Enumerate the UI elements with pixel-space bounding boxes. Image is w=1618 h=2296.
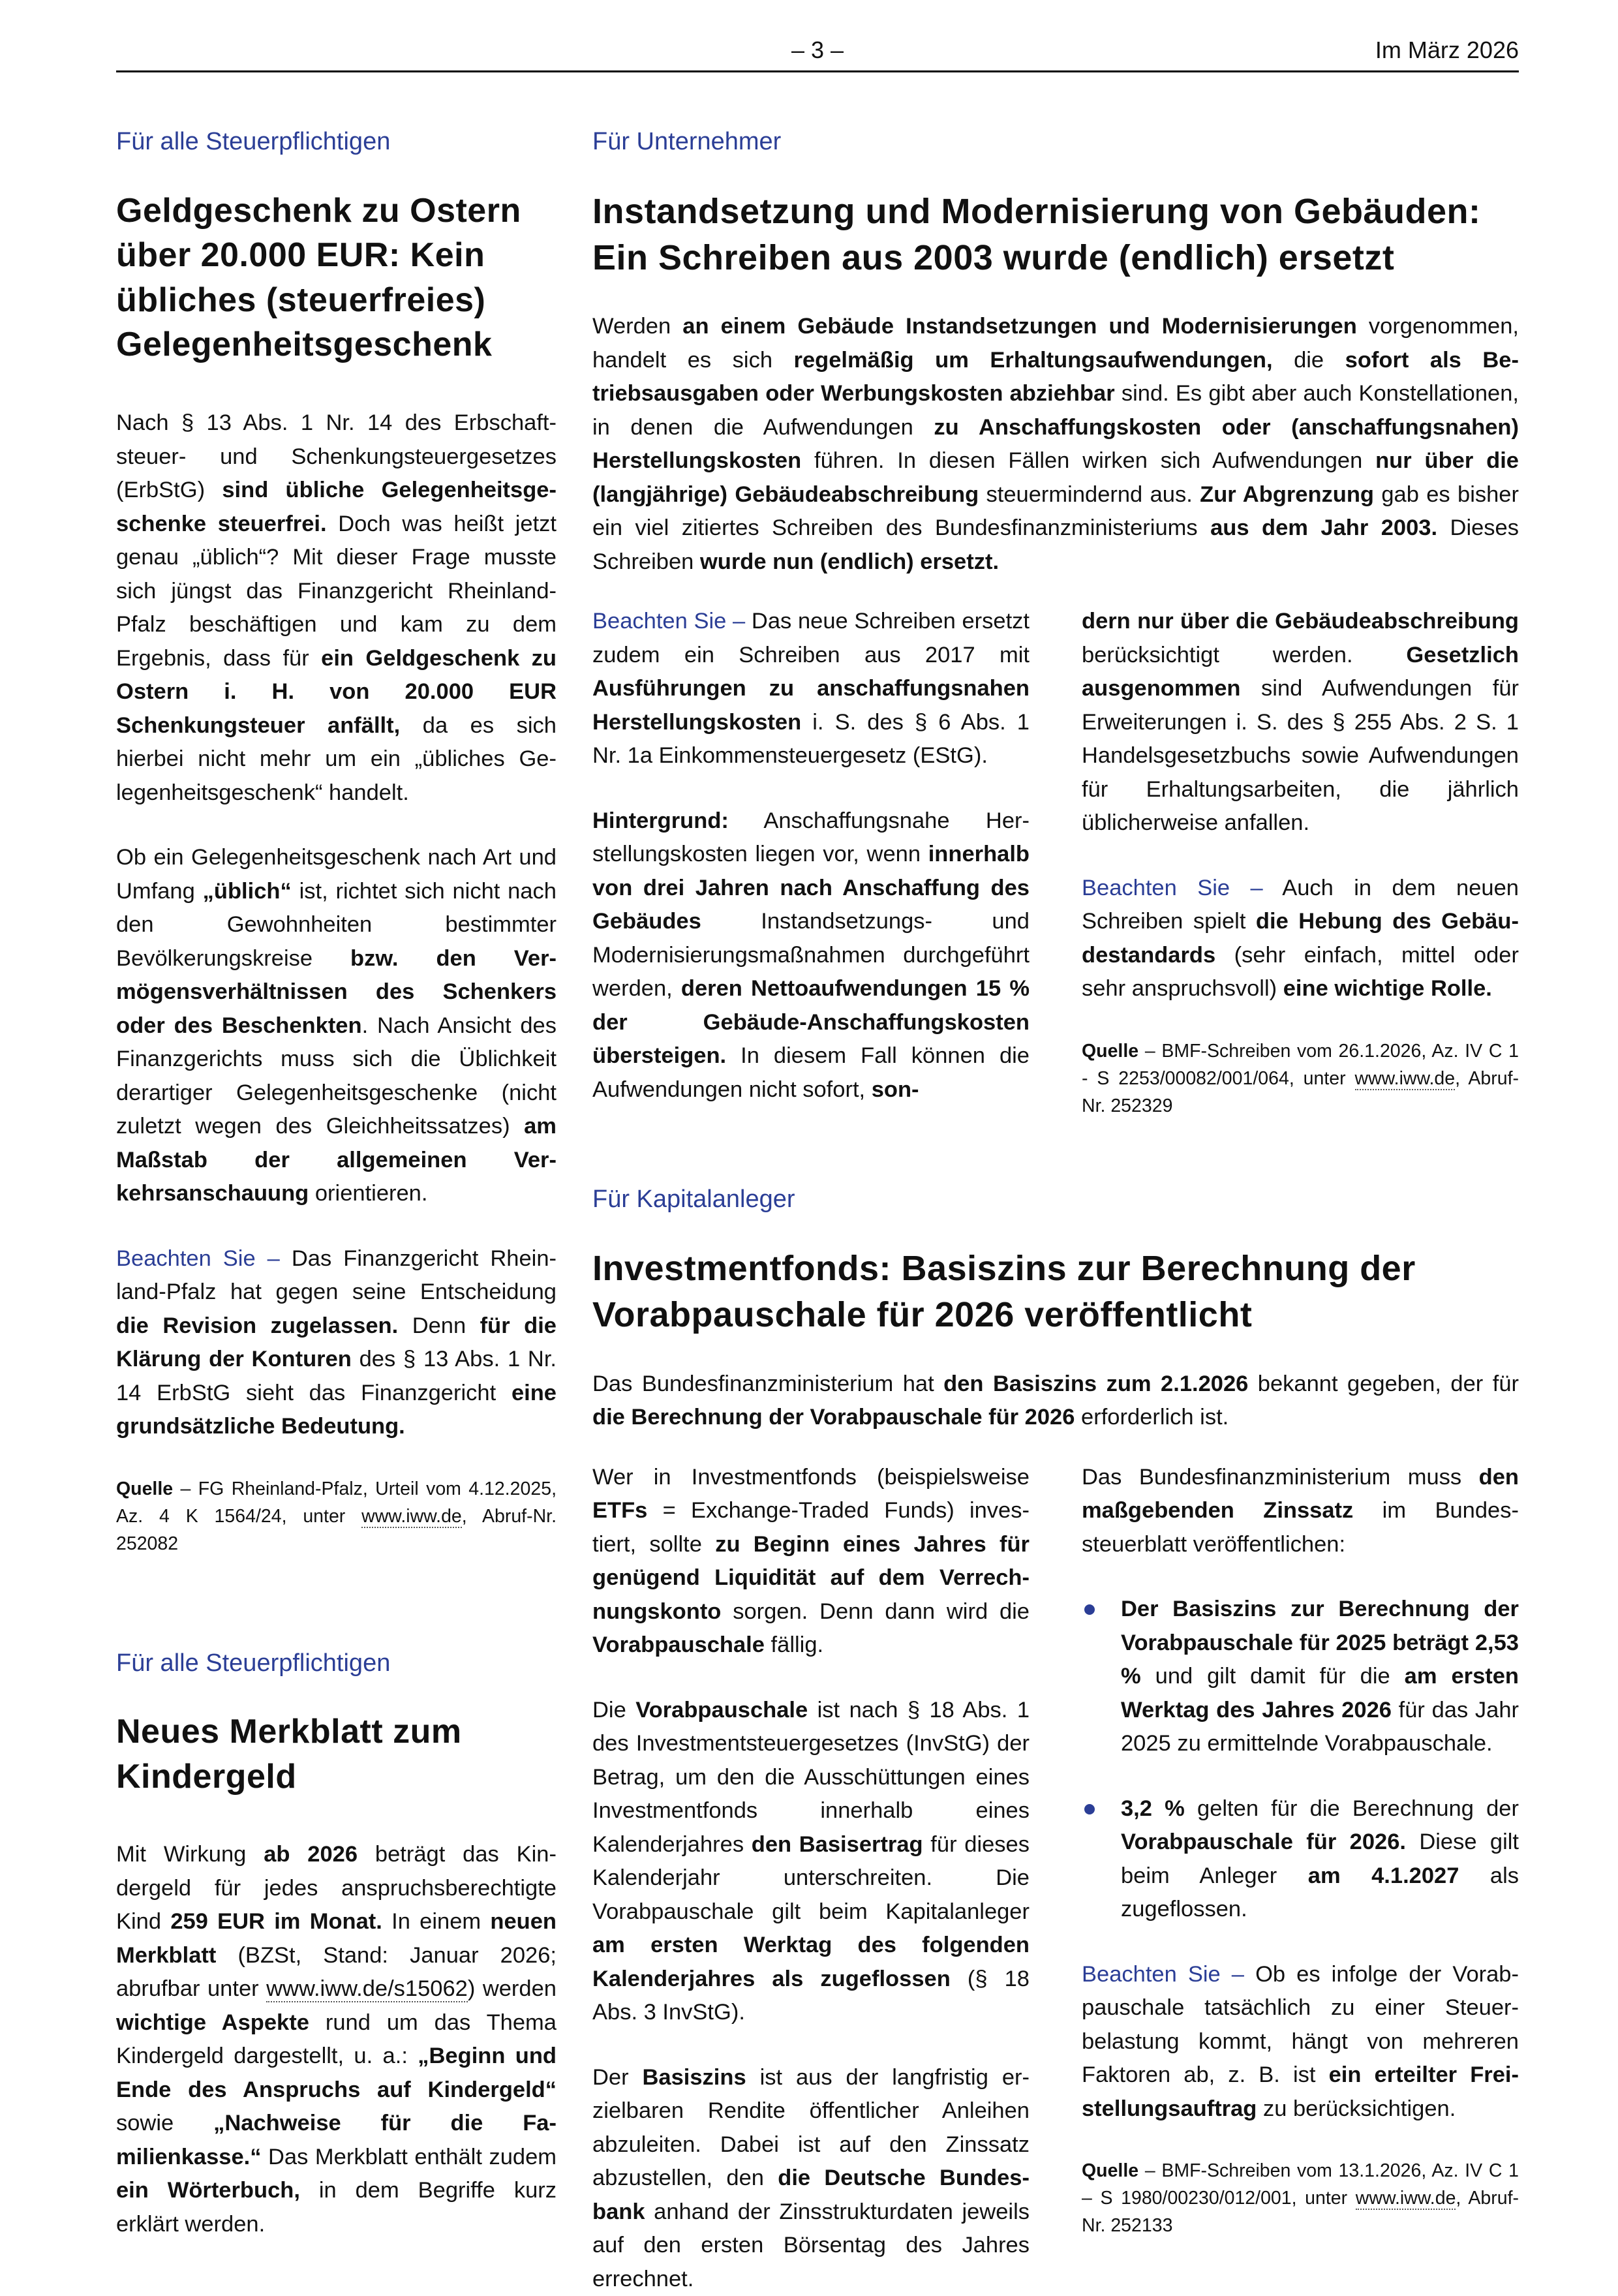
source-label: Quelle (1082, 2160, 1139, 2182)
note-label: Beachten Sie (1082, 1961, 1221, 1987)
note-paragraph: Beachten Sie – Das neue Schreiben ersetzt zudem ein Schreiben aus 2017 mit Ausführungen zu anschaffungsnahen Herstellungskosten i. S. des § 6 Abs. 1 Nr. 1a Einkommensteuergesetz (EStG). (592, 609, 1030, 769)
article-instandsetzung (592, 127, 1519, 1120)
article-kindergeld (116, 1649, 557, 2242)
sub-column-right (1082, 605, 1519, 1120)
article-paragraph: dern nur über die Gebäudeabschreibung berücksichtigt werden. Gesetzlich ausgenommen sind Aufwendungen für Erweiterungen i. S. des § 255 Abs. 2 S. 1 Handelsgesetzbuchs sowie Aufwendungen für Erhaltungsarbeiten, die jährlich üblicherweise anfallen. (1082, 609, 1519, 836)
article-headline: Geldgeschenk zu Ostern über 20.000 EUR: Kein übliches (steuerfreies) Gelegenheitsgeschenk (116, 191, 521, 364)
article-paragraph: Mit Wirkung ab 2026 beträgt das Kindergeld für jedes anspruchsberechtigte Kind 259 EUR im Monat. In einem neuen Merkblatt (BZSt, Stand: Januar 2026; abrufbar unter www.iww.de/s15062) werden wichtige Aspekte rund um das Thema Kindergeld dargestellt, u. a.: „Beginn und Ende des Anspruchs auf Kindergeld“ sowie „Nachweise für die Familienkasse.“ Das Merkblatt enthält zudem ein Wörterbuch, in dem Begriffe kurz erklärt werden. (116, 1842, 557, 2237)
article-intro: Werden an einem Gebäude Instandsetzungen und Modernisierungen vorgenommen, handelt es sich regelmäßig um Erhaltungsaufwendungen, die sofort als Betriebsausgaben oder Werbungskosten abziehbar sind. Es gibt aber auch Konstellationen, in denen die Aufwendungen zu Anschaffungskosten oder (anschaffungsnahen) Herstellungskosten führen. In diesen Fällen wirken sich Aufwendungen nur über die (langjährige) Gebäudeabschreibung steuermindernd aus. Zur Abgrenzung gab es bisher ein viel zitiertes Schreiben des Bundesfinanzministeriums aus dem Jahr 2003. Dieses Schreiben wurde nun (endlich) ersetzt. (592, 314, 1519, 574)
iww-link[interactable]: www.iww.de (1354, 1067, 1456, 1089)
source-citation: Quelle – FG Rheinland-Pfalz, Urteil vom 4.12.2025, Az. 4 K 1564/24, unter www.iww.de, Abruf-Nr. 252082 (116, 1478, 557, 1554)
source-label: Quelle (1082, 1040, 1139, 1062)
left-column (116, 127, 557, 2241)
iww-link[interactable]: www.iww.de (1355, 2188, 1456, 2209)
page-header (116, 26, 1519, 72)
article-category: Für alle Steuerpflichtigen (116, 1649, 391, 1677)
article-paragraph: Wer in Investmentfonds (beispielsweise ETFs = Exchange-Traded Funds) investiert, sollte zu Beginn eines Jahres für genügend Liquidität auf dem Verrechnungskonto sorgen. Denn dann wird die Vorabpauschale fällig. (592, 1464, 1030, 1658)
article-paragraph: Der Basiszins ist aus der langfristig erzielbaren Rendite öffentlicher Anleihen abzuleiten. Dabei ist auf den Zinssatz abzustellen, den die Deutsche Bundesbank anhand der Zinsstrukturdaten jeweils auf den ersten Börsentag des Jahres errechnet. (592, 2064, 1030, 2291)
bullet-dot-icon (1084, 1804, 1095, 1814)
article-headline: Instandsetzung und Modernisierung von Gebäuden: Ein Schreiben aus 2003 wurde (endlich) ersetzt (592, 191, 1481, 277)
bullet-list (1082, 1593, 1519, 1927)
issue-date: Im März 2026 (1375, 37, 1519, 63)
source-label: Quelle (116, 1478, 174, 1499)
iww-link[interactable]: www.iww.de (361, 1505, 462, 1527)
iww-link[interactable]: www.iww.de/s15062 (266, 1976, 468, 2002)
note-paragraph: Beachten Sie – Das Finanzgericht Rheinland-Pfalz hat gegen seine Entscheidung die Revision zugelassen. Denn für die Klärung der Konturen des § 13 Abs. 1 Nr. 14 ErbStG sieht das Finanzgericht eine grundsätzliche Bedeutung. (116, 1246, 557, 1439)
source-citation: Quelle – BMF-Schreiben vom 26.1.2026, Az. IV C 1 - S 2253/00082/001/064, unter www.iww.de, Abruf-Nr. 252329 (1082, 1040, 1519, 1116)
article-category: Für Kapitalanleger (592, 1185, 795, 1213)
article-headline: Investmentfonds: Basiszins zur Berechnung der Vorabpauschale für 2026 veröffentlicht (592, 1249, 1416, 1335)
bullet-item: Der Basiszins zur Berechnung der Vorabpauschale für 2025 beträgt 2,53 % und gilt damit für die am ersten Werktag des Jahres 2026 für das Jahr 2025 zu ermittelnde Vorabpauschale. (1082, 1593, 1519, 1761)
article-category: Für Unternehmer (592, 128, 782, 155)
page-number: – 3 – (791, 37, 844, 63)
article-category: Für alle Steuerpflichtigen (116, 128, 391, 155)
article-intro: Das Bundesfinanzministerium hat den Basiszins zum 2.1.2026 bekannt gegeben, der für die Berechnung der Vorabpauschale für 2026 erforderlich ist. (592, 1371, 1519, 1430)
right-column (592, 127, 1519, 2296)
note-label: Beachten Sie (592, 609, 727, 634)
two-column-body (592, 1461, 1519, 2296)
note-label: Beachten Sie (1082, 875, 1230, 900)
sub-column-left (592, 605, 1030, 1120)
sub-column-left (592, 1461, 1030, 2296)
article-paragraph: Die Vorabpauschale ist nach § 18 Abs. 1 des Investmentsteuergesetzes (InvStG) der Betrag, um den die Ausschüttungen eines Investmentfonds innerhalb eines Kalenderjahres den Basisertrag für dieses Kalenderjahr unterschreiten. Die Vorabpauschale gilt beim Kapitalanleger am ersten Werktag des folgenden Kalenderjahres als zugeflossen (§ 18 Abs. 3 InvStG). (592, 1697, 1030, 2025)
article-paragraph: Nach § 13 Abs. 1 Nr. 14 des Erbschaftsteuer- und Schenkungsteuergesetzes (ErbStG) sind übliche Gelegenheitsgeschenke steuerfrei. Doch was heißt jetzt genau „üblich“? Mit dieser Frage musste sich jüngst das Finanzgericht Rheinland-Pfalz beschäftigen und kam zu dem Ergebnis, dass für ein Geldgeschenk zu Ostern i. H. von 20.000 EUR Schenkungsteuer anfällt, da es sich hierbei nicht mehr um ein „übliches Gelegenheitsgeschenk“ handelt. (116, 410, 557, 805)
article-headline: Neues Merkblatt zum Kindergeld (116, 1713, 462, 1796)
article-paragraph: Das Bundesfinanzministerium muss den maßgebenden Zinssatz im Bundessteuerblatt veröffentlichen: (1082, 1464, 1519, 1557)
sub-column-right (1082, 1461, 1519, 2296)
bullet-item: 3,2 % gelten für die Berechnung der Vorabpauschale für 2026. Diese gilt beim Anleger am 4.1.2027 als zugeflossen. (1082, 1792, 1519, 1927)
note-label: Beachten Sie (116, 1246, 256, 1271)
bullet-dot-icon (1084, 1604, 1095, 1615)
note-paragraph: Beachten Sie – Ob es infolge der Vorabpauschale tatsächlich zu einer Steuerbelastung kommt, hängt von mehreren Faktoren ab, z. B. ist ein erteilter Freistellungsauftrag zu berücksichtigen. (1082, 1961, 1519, 2121)
two-column-body (592, 605, 1519, 1120)
article-geldgeschenk (116, 127, 557, 1557)
article-investmentfonds (592, 1185, 1519, 2296)
article-paragraph: Hintergrund: Anschaffungsnahe Herstellungskosten liegen vor, wenn innerhalb von drei Jahren nach Anschaffung des Gebäudes Instandsetzungs- und Modernisierungsmaßnahmen durchgeführt werden, deren Nettoaufwendungen 15 % der Gebäude-Anschaffungskosten übersteigen. In diesem Fall können die Aufwendungen nicht sofort, son- (592, 808, 1030, 1102)
source-citation: Quelle – BMF-Schreiben vom 13.1.2026, Az. IV C 1 – S 1980/00230/012/001, unter www.iww.de, Abruf-Nr. 252133 (1082, 2160, 1519, 2237)
article-paragraph: Ob ein Gelegenheitsgeschenk nach Art und Umfang „üblich“ ist, richtet sich nicht nach den Gewohnheiten bestimmter Bevölkerungskreise bzw. den Vermögensverhältnissen des Schenkers oder des Beschenkten. Nach Ansicht des Finanzgerichts muss sich die Üblichkeit derartiger Gelegenheitsgeschenke (nicht zuletzt wegen des Gleichheitssatzes) am Maßstab der allgemeinen Verkehrsanschauung orientieren. (116, 845, 557, 1206)
note-paragraph: Beachten Sie – Auch in dem neuen Schreiben spielt die Hebung des Gebäudestandards (sehr einfach, mittel oder sehr anspruchsvoll) eine wichtige Rolle. (1082, 875, 1519, 1002)
